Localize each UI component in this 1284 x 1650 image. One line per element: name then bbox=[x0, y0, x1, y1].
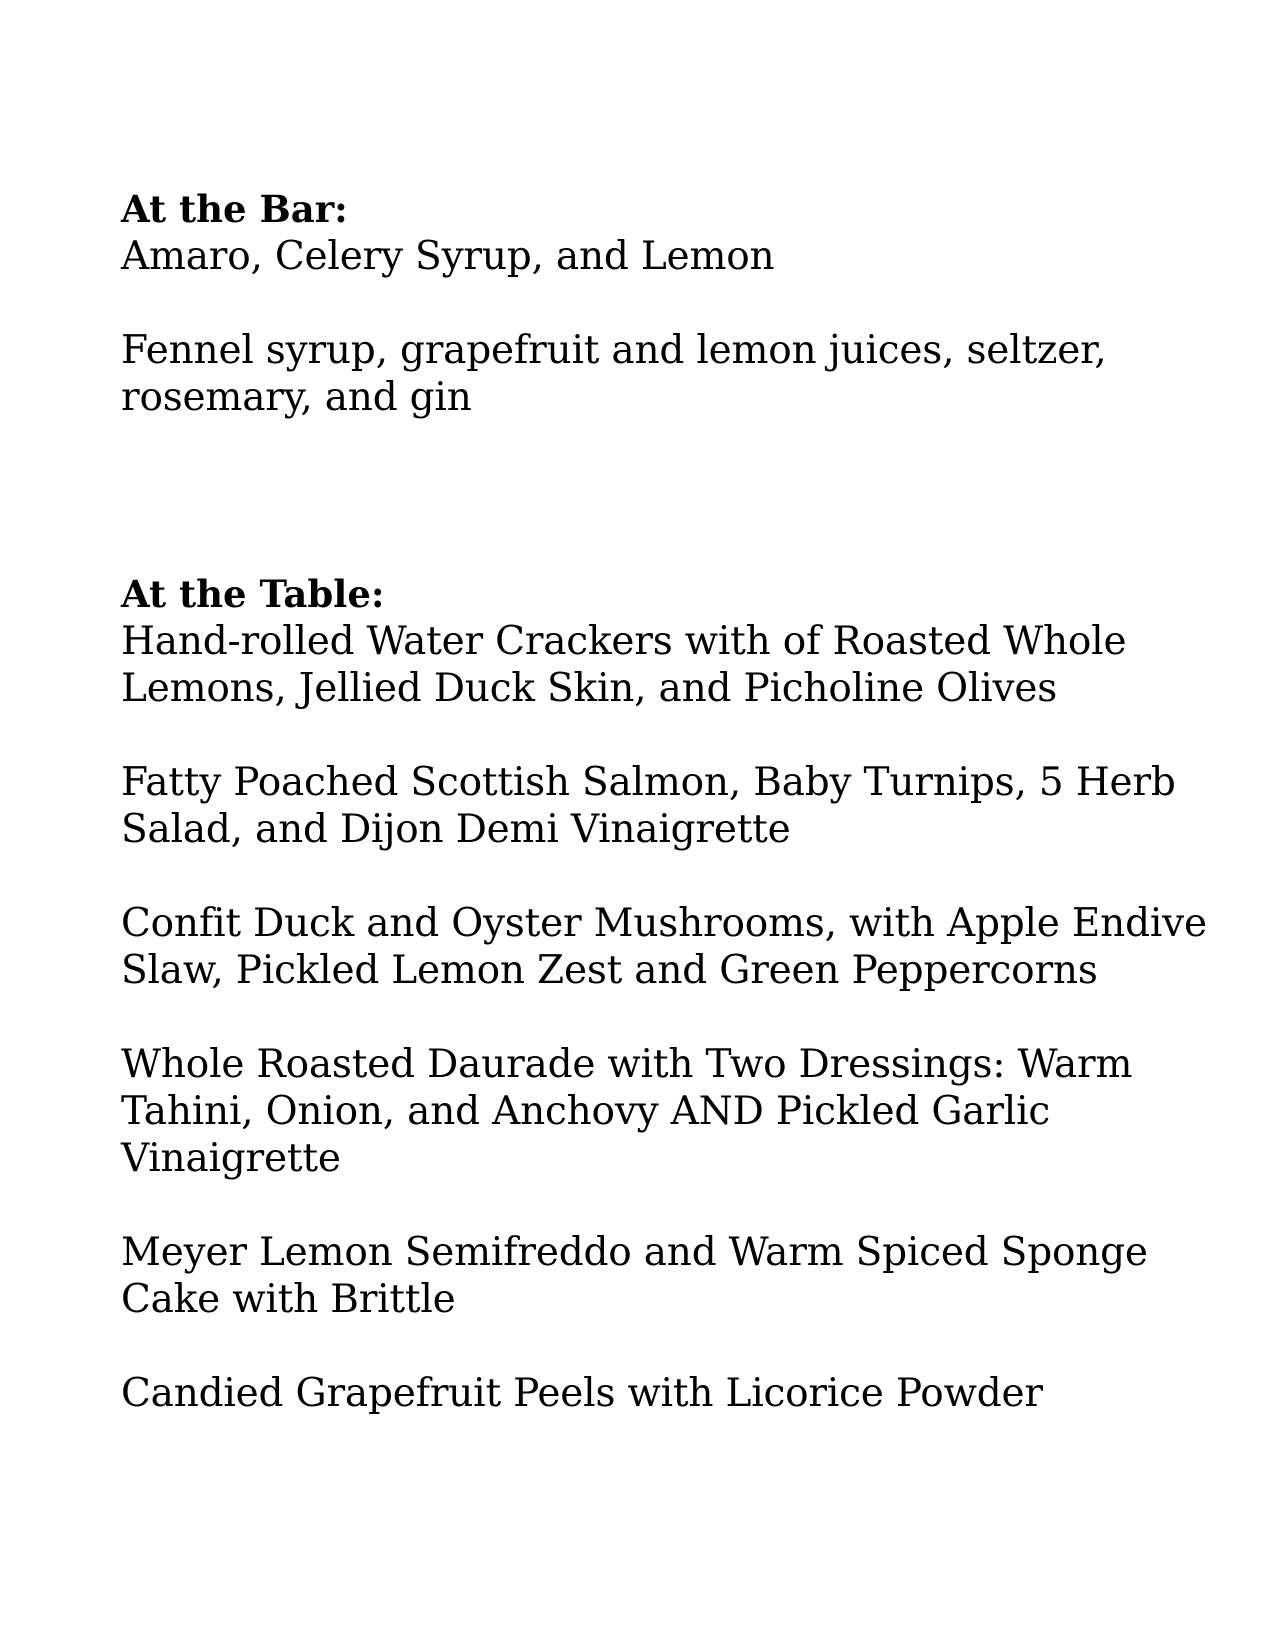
table-item: Fatty Poached Scottish Salmon, Baby Turnips, 5 Herb Salad, and Dijon Demi Vinaigrette bbox=[121, 760, 1176, 852]
table-heading: At the Table: bbox=[121, 572, 385, 616]
bar-section bbox=[121, 186, 1221, 421]
table-item: Whole Roasted Daurade with Two Dressings: Warm Tahini, Onion, and Anchovy AND Pickled Garlic Vinaigrette bbox=[121, 1042, 1133, 1181]
bar-heading: At the Bar: bbox=[121, 187, 348, 231]
table-section bbox=[121, 571, 1221, 1417]
table-item: Meyer Lemon Semifreddo and Warm Spiced Sponge Cake with Brittle bbox=[121, 1230, 1148, 1322]
bar-item: Fennel syrup, grapefruit and lemon juices, seltzer, rosemary, and gin bbox=[121, 328, 1107, 420]
table-item: Confit Duck and Oyster Mushrooms, with Apple Endive Slaw, Pickled Lemon Zest and Green Peppercorns bbox=[121, 901, 1207, 993]
table-item: Candied Grapefruit Peels with Licorice Powder bbox=[121, 1371, 1043, 1416]
table-item: Hand-rolled Water Crackers with of Roasted Whole Lemons, Jellied Duck Skin, and Picholine Olives bbox=[121, 619, 1127, 711]
bar-item: Amaro, Celery Syrup, and Lemon bbox=[121, 234, 775, 279]
